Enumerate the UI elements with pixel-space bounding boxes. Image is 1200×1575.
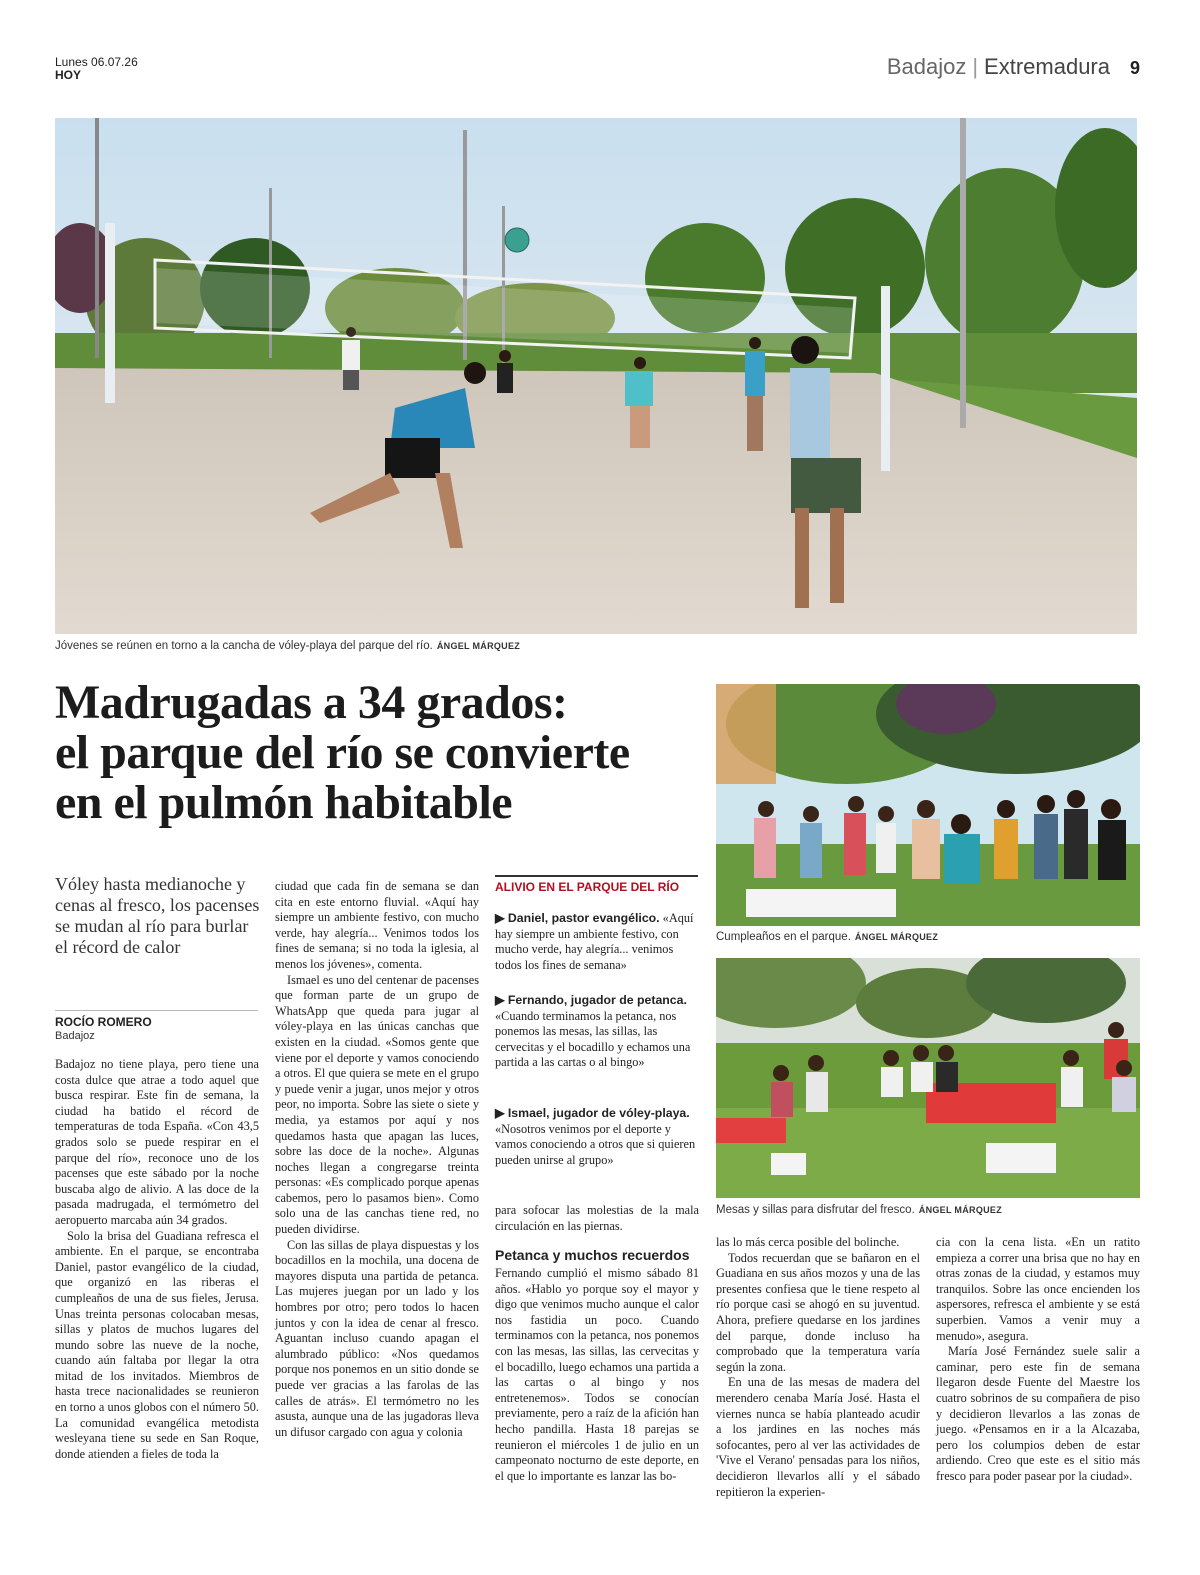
article-column-3b <box>495 1266 699 1484</box>
photo-credit: ÁNGEL MÁRQUEZ <box>436 641 521 651</box>
quote-text: «Aquí hay siempre un ambiente festivo, con mucho verde, hay alegría... venimos todos los fines de semana» <box>495 911 694 972</box>
birthday-photo <box>716 684 1140 926</box>
article-column-3 <box>495 1203 699 1234</box>
article-dateline: Badajoz <box>55 1030 95 1042</box>
birthday-photo-caption <box>716 931 938 943</box>
date-text: Lunes 06.07.26 <box>55 55 138 69</box>
photo-credit: ÁNGEL MÁRQUEZ <box>854 932 939 942</box>
caption-text: Cumpleaños en el parque. <box>716 931 851 943</box>
article-column-5 <box>936 1235 1140 1485</box>
picnic-photo <box>716 958 1140 1198</box>
quote-text: «Cuando terminamos la petanca, nos ponemos las mesas, las sillas, las cervecitas y el bocadillo y echamos una partida a las cartas o al bingo» <box>495 1008 691 1070</box>
paragraph: para sofocar las molestias de la mala circulación en las piernas. <box>495 1203 699 1233</box>
paragraph: ciudad que cada fin de semana se dan cita en este entorno fluvial. «Aquí hay siempre un ambiente festivo, con mucho verde, hay alegría... Venimos todos los fines de semana; si no toda la iglesia, al menos los jóvenes», comenta. <box>275 879 479 971</box>
paragraph: Con las sillas de playa dispuestas y los bocadillos en la mochila, una docena de mayores disputa una partida de petanca. Las mujeres juegan por un lado y los hombres por otro; pero todos lo hacen juntos y con la idea de cenar al fresco. Aguantan incluso cuando apagan el alumbrado público: «Nos quedamos porque nos ponemos en un sitio donde se puede ver gracias a las farolas de las calles de atrás». El termómetro no les asusta, aunque una de las jugadoras lleva un difusor cargado con agua y colonia <box>275 1237 479 1439</box>
byline-rule <box>55 1010 258 1011</box>
photo-credit: ÁNGEL MÁRQUEZ <box>918 1205 1003 1215</box>
paragraph: Solo la brisa del Guadiana refresca el ambiente. En el parque, se encontraba Daniel, pastor evangélico de la ciudad, que organizó en las riberas el cumpleaños de una de sus fieles, Jerusa. Unas treinta personas colocaban mesas, sillas y platos de muchos lugares del mundo sobre las nueve de la noche, cuando aún faltaba por llegar la otra mitad de los invitados. Miembros de hasta trece nacionalidades se reunieron en torno a unos globos con el número 50. La comunidad evangélica metodista wesleyana tiene su sede en San Roque, donde atienden a fieles de toda la <box>55 1228 259 1461</box>
headline-line-1: Madrugadas a 34 grados: <box>55 676 568 729</box>
sidebar-quote: ▶ Daniel, pastor evangélico. «Aquí hay siempre un ambiente festivo, con mucho verde, hay alegría... venimos todos los fines de semana» <box>495 911 694 972</box>
sidebar-quote: ▶ Fernando, jugador de petanca. «Cuando terminamos la petanca, nos ponemos las mesas, las sillas, las cervecitas y el bocadillo y echamos una partida a las cartas o al bingo» <box>495 993 691 1070</box>
newspaper-name: HOY <box>55 68 82 82</box>
paragraph: cia con la cena lista. «En un ratito empieza a correr una brisa que no hay en otras zonas de la ciudad, y estamos muy tranquilos. Sobre las once encienden los aspersores, refresca el ambiente y se está superbien. Vamos a venir muy a menudo», asegura. <box>936 1235 1140 1343</box>
article-subtitle: Vóley hasta medianoche y cenas al fresco, los pacenses se mudan al río para burlar el récord de calor <box>55 874 260 957</box>
article-headline <box>55 678 705 828</box>
paragraph: En una de las mesas de madera del merendero cenaba María José. Hasta el viernes nunca se había planteado acudir a los jardines en las noches más sofocantes, pero al ver las actividades de 'Vive el Verano' pensadas para los niños, decidieron llevarlos allí y el sábado repitieron la experien- <box>716 1375 920 1499</box>
paragraph: Badajoz no tiene playa, pero tiene una costa dulce que atrae a todo aquel que busca respirar. Este fin de semana, la ciudad ha batido el récord de temperaturas de toda España. «Con 43,5 grados solo se puede respirar en el parque del río», reconoce uno de los pacenses que este sábado por la noche buscaba algo de alivio. A las doce de la pasada madrugada, el termómetro del aeropuerto marcaba aún 34 grados. <box>55 1057 259 1227</box>
article-column-4 <box>716 1235 920 1500</box>
quote-speaker: Daniel, pastor evangélico. <box>507 911 660 925</box>
section-name: Badajoz <box>886 54 967 79</box>
region-name: Extremadura <box>984 54 1110 79</box>
paragraph: Ismael es uno del centenar de pacenses que forman parte de un grupo de WhatsApp que queda para jugar al vóley-playa en las únicas canchas que existen en la ciudad. «Somos gente que viene por el deporte y vamos conociendo a otros. El que quiera se mete en el grupo y puede venir a jugar, unos mejor y otros peor, no importa. Sobre las siete o siete y media, ya estamos por aquí y nos quedamos hasta que apagan las luces, sobre las doce de la noche». Algunas noches llegan a congregarse treinta personas: «Es complicado porque apenas cabemos, pero lo pasamos bien». Como solo una de las canchas tiene red, no pueden dividirse. <box>275 972 479 1237</box>
article-column-1 <box>55 1057 259 1462</box>
volleyball-photo <box>55 118 1137 634</box>
article-author: ROCÍO ROMERO <box>55 1015 152 1029</box>
paragraph: María José Fernández suele salir a caminar, pero este fin de semana llegaron desde Fuente del Maestre los cuatro sobrinos de su compañera de piso y decidieron llevarlos a las zonas de juego. «Pensamos en ir a la Alcazaba, pero los columpios deben de estar ardiendo. Creo que este es el sitio más fresco para poder pasear por la ciudad». <box>936 1344 1140 1483</box>
section-header: Badajoz | Extremadura <box>886 54 1110 79</box>
headline-line-3: en el pulmón habitable <box>55 776 513 829</box>
quote-speaker: Fernando, jugador de petanca. <box>507 993 687 1007</box>
paragraph: Todos recuerdan que se bañaron en el Guadiana en sus años mozos y una de las presentes confiesa que le tiene respeto al río porque casi se ahogó en su juventud. Ahora, prefiere quedarse en los jardines del parque, donde incluso ha comprobado que la temperatura varía según la zona. <box>716 1250 920 1374</box>
page-number: 9 <box>1129 58 1140 78</box>
sidebar-title: ALIVIO EN EL PARQUE DEL RÍO <box>495 880 680 894</box>
sidebar-rule <box>495 875 698 877</box>
page-date <box>55 56 138 82</box>
caption-text: Mesas y sillas para disfrutar del fresco. <box>716 1204 915 1216</box>
article-subhead: Petanca y muchos recuerdos <box>495 1247 690 1263</box>
headline-line-2: el parque del río se convierte <box>55 726 630 779</box>
caption-text: Jóvenes se reúnen en torno a la cancha de vóley-playa del parque del río. <box>55 640 433 652</box>
paragraph: las lo más cerca posible del bolinche. <box>716 1235 900 1249</box>
quote-speaker: Ismael, jugador de vóley-playa. <box>507 1106 690 1120</box>
quote-text: «Nosotros venimos por el deporte y vamos conociendo a otros que si quieren pueden unirse al grupo» <box>495 1121 696 1167</box>
article-column-2 <box>275 879 479 1440</box>
volleyball-photo-caption <box>55 640 520 652</box>
sidebar-quote: ▶ Ismael, jugador de vóley-playa. «Nosotros venimos por el deporte y vamos conociendo a otros que si quieren pueden unirse al grupo» <box>495 1106 696 1167</box>
paragraph: Fernando cumplió el mismo sábado 81 años. «Hablo yo porque soy el mayor y digo que venimos mucho aunque el calor nos fastidia un poco. Cuando terminamos con la petanca, nos ponemos con las mesas, las sillas, las cervecitas y el bocadillo, luego echamos una partida a las cartas o al bingo y nos entretenemos». Todos se conocían previamente, pero a raíz de la afición han hecho pandilla. Hasta 18 parejas se reunieron el miércoles 1 de julio en un campeonato nocturno de este deporte, en el que lo importante es lanzar las bo- <box>495 1266 699 1483</box>
picnic-photo-caption <box>716 1204 1002 1216</box>
